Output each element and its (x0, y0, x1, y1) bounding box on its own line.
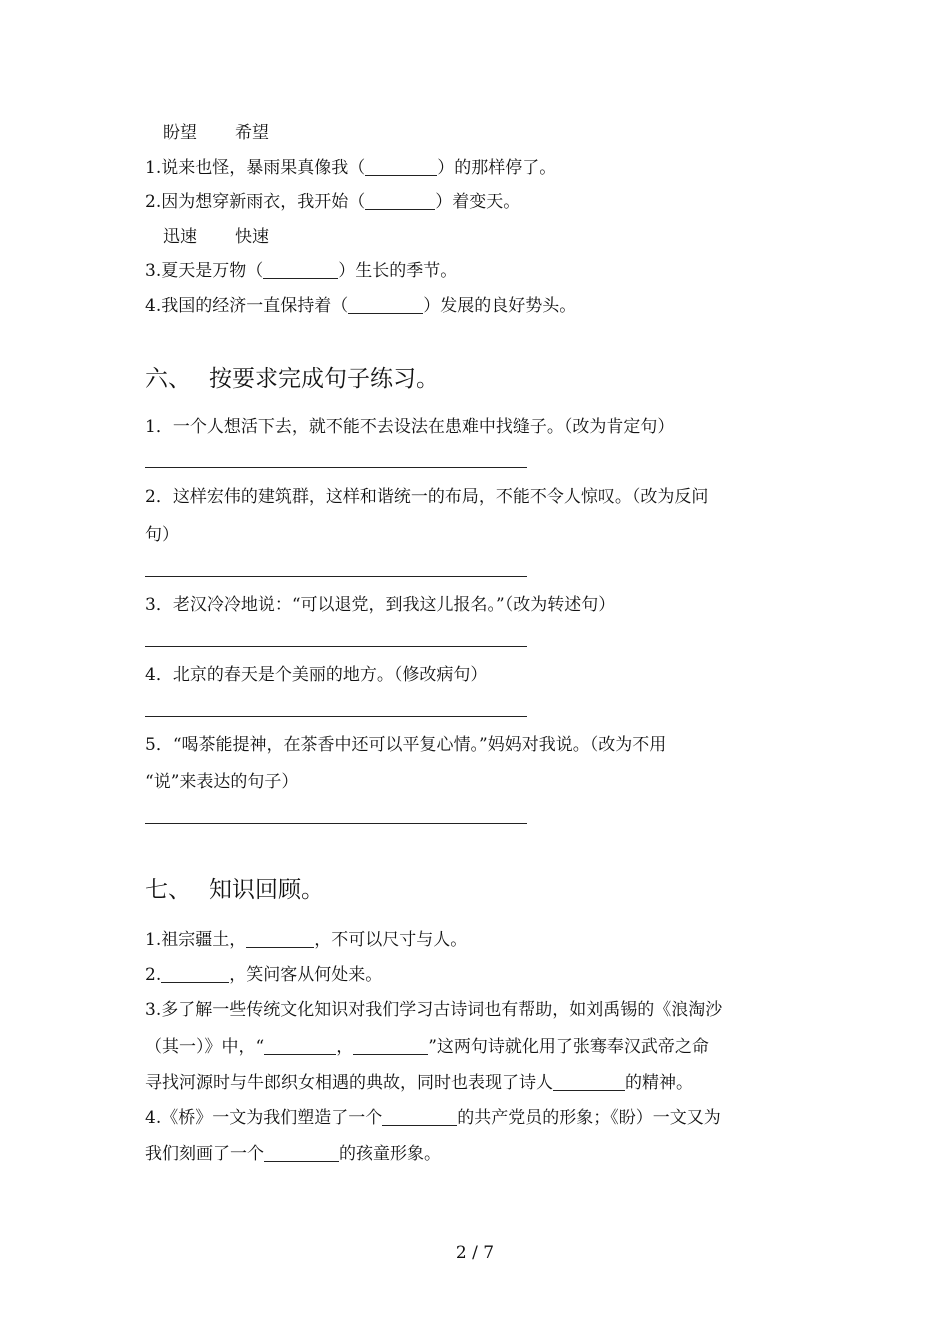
fill-blank[interactable] (246, 930, 314, 948)
question-5-1: 1.说来也怪，暴雨果真像我（ ）的那样停了。 (145, 158, 557, 178)
question-6-5: 5．“喝茶能提神，在茶香中还可以平复心情。”妈妈对我说。（改为不用 (145, 735, 667, 755)
answer-line[interactable] (145, 716, 527, 717)
fill-blank[interactable] (353, 1037, 428, 1055)
question-6-4: 4．北京的春天是个美丽的地方。（修改病句） (145, 665, 488, 685)
question-6-3: 3．老汉冷冷地说：“可以退党，到我这儿报名。”（改为转述句） (145, 595, 616, 615)
fill-blank[interactable] (161, 965, 229, 983)
fill-blank[interactable] (365, 192, 435, 210)
answer-line[interactable] (145, 823, 527, 824)
question-7-4-cont: 我们刻画了一个 的孩童形象。 (145, 1144, 441, 1164)
fill-blank[interactable] (264, 1037, 336, 1055)
question-5-3: 3.夏天是万物（ ）生长的季节。 (145, 261, 458, 281)
question-5-4: 4.我国的经济一直保持着（ ）发展的良好势头。 (145, 296, 577, 316)
question-7-3-cont2: 寻找河源时与牛郎织女相遇的典故，同时也表现了诗人 的精神。 (145, 1073, 693, 1093)
fill-blank[interactable] (264, 1144, 339, 1162)
answer-line[interactable] (145, 576, 527, 577)
answer-line[interactable] (145, 646, 527, 647)
word-pair-1 (163, 122, 307, 144)
question-6-5-cont: “说”来表达的句子） (145, 772, 299, 792)
page-number: 2 / 7 (455, 1243, 495, 1263)
fill-blank[interactable] (382, 1108, 457, 1126)
section-7-heading: 七、 知识回顾。 (145, 877, 324, 903)
question-6-2: 2．这样宏伟的建筑群，这样和谐统一的布局，不能不令人惊叹。（改为反问 (145, 487, 709, 507)
word-option: 盼望 (163, 123, 197, 143)
fill-blank[interactable] (365, 158, 437, 176)
answer-line[interactable] (145, 467, 527, 468)
word-pair-2 (163, 226, 307, 248)
question-7-3: 3.多了解一些传统文化知识对我们学习古诗词也有帮助，如刘禹锡的《浪淘沙 (145, 1000, 723, 1020)
fill-blank[interactable] (348, 296, 423, 314)
question-6-2-cont: 句） (145, 525, 179, 545)
question-7-3-cont: （其一）》中，“ ， ”这两句诗就化用了张骞奉汉武帝之命 (145, 1037, 709, 1057)
section-6-heading: 六、 按要求完成句子练习。 (145, 366, 439, 392)
word-option: 迅速 (163, 227, 197, 247)
word-option: 快速 (235, 227, 269, 247)
question-7-1: 1.祖宗疆土， ，不可以尺寸与人。 (145, 930, 468, 950)
question-7-4: 4.《桥》一文为我们塑造了一个 的共产党员的形象；《盼）一文又为 (145, 1108, 721, 1128)
word-option: 希望 (235, 123, 269, 143)
fill-blank[interactable] (553, 1073, 625, 1091)
question-7-2: 2. ，笑问客从何处来。 (145, 965, 383, 985)
question-5-2: 2.因为想穿新雨衣，我开始（ ）着变天。 (145, 192, 521, 212)
question-6-1: 1．一个人想活下去，就不能不去设法在患难中找缝子。（改为肯定句） (145, 417, 675, 437)
fill-blank[interactable] (263, 261, 338, 279)
